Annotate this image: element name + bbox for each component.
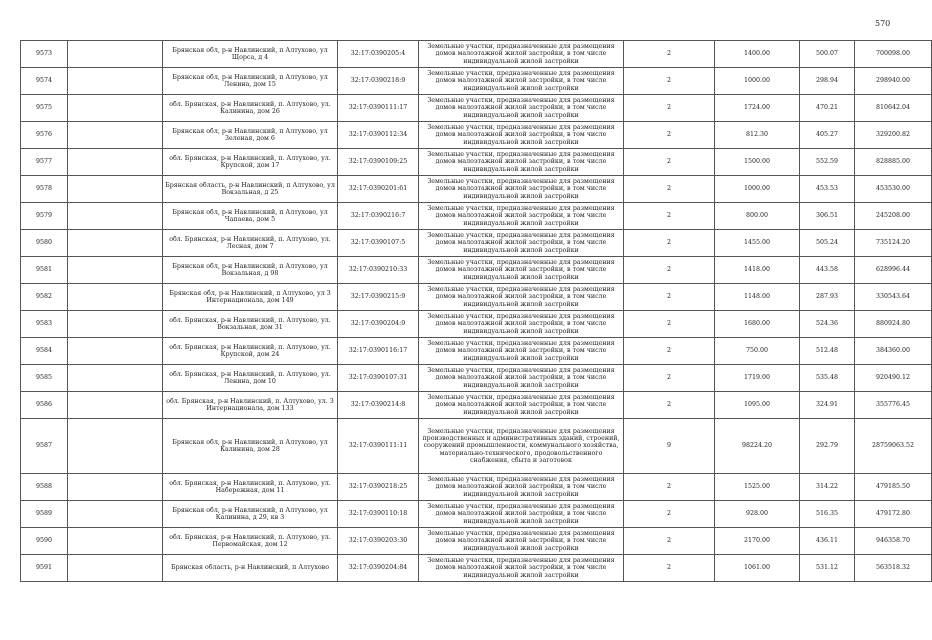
specific-value-cell: 298.94 bbox=[800, 68, 855, 95]
land-use-cell: Земельные участки, предназначенные для размещения домов малоэтажной жилой застройки, в том числе индивидуальной жилой застройки bbox=[419, 203, 624, 230]
table-row bbox=[21, 257, 932, 284]
cadastral-number-cell: 32:17:0390112:34 bbox=[338, 122, 419, 149]
table-row bbox=[21, 122, 932, 149]
category-code-cell: 2 bbox=[624, 392, 715, 419]
land-use-cell: Земельные участки, предназначенные для размещения домов малоэтажной жилой застройки, в том числе индивидуальной жилой застройки bbox=[419, 474, 624, 501]
page-number: 570 bbox=[875, 19, 891, 28]
cadastral-value-cell: 880924.80 bbox=[855, 311, 932, 338]
area-cell: 1000.00 bbox=[715, 176, 800, 203]
area-cell: 928.00 bbox=[715, 501, 800, 528]
table-row bbox=[21, 203, 932, 230]
specific-value-cell: 505.24 bbox=[800, 230, 855, 257]
category-code-cell: 2 bbox=[624, 149, 715, 176]
cadastral-number-cell: 32:17:0390107:31 bbox=[338, 365, 419, 392]
area-cell: 800.00 bbox=[715, 203, 800, 230]
row-number-cell: 9576 bbox=[21, 122, 68, 149]
category-code-cell: 2 bbox=[624, 311, 715, 338]
cadastral-number-cell: 32:17:0390111:17 bbox=[338, 95, 419, 122]
table-row bbox=[21, 338, 932, 365]
category-code-cell: 2 bbox=[624, 257, 715, 284]
land-use-cell: Земельные участки, предназначенные для размещения домов малоэтажной жилой застройки, в том числе индивидуальной жилой застройки bbox=[419, 311, 624, 338]
area-cell: 1418.00 bbox=[715, 257, 800, 284]
row-number-cell: 9579 bbox=[21, 203, 68, 230]
area-cell: 1724.00 bbox=[715, 95, 800, 122]
cadastral-number-cell: 32:17:0390214:8 bbox=[338, 392, 419, 419]
address-cell: Брянская область, р-н Навлинский, п Алтухово bbox=[163, 555, 338, 582]
empty-cell bbox=[68, 122, 163, 149]
empty-cell bbox=[68, 149, 163, 176]
empty-cell bbox=[68, 284, 163, 311]
row-number-cell: 9587 bbox=[21, 419, 68, 474]
empty-cell bbox=[68, 311, 163, 338]
area-cell: 1095.00 bbox=[715, 392, 800, 419]
row-number-cell: 9573 bbox=[21, 41, 68, 68]
table-row bbox=[21, 41, 932, 68]
empty-cell bbox=[68, 176, 163, 203]
table-row bbox=[21, 95, 932, 122]
area-cell: 2170.00 bbox=[715, 528, 800, 555]
cadastral-number-cell: 32:17:0390116:17 bbox=[338, 338, 419, 365]
cadastral-number-cell: 32:17:0390218:9 bbox=[338, 68, 419, 95]
land-use-cell: Земельные участки, предназначенные для размещения домов малоэтажной жилой застройки, в том числе индивидуальной жилой застройки bbox=[419, 176, 624, 203]
specific-value-cell: 524.36 bbox=[800, 311, 855, 338]
cadastral-value-cell: 298940.00 bbox=[855, 68, 932, 95]
specific-value-cell: 512.48 bbox=[800, 338, 855, 365]
table-row bbox=[21, 311, 932, 338]
land-use-cell: Земельные участки, предназначенные для размещения домов малоэтажной жилой застройки, в том числе индивидуальной жилой застройки bbox=[419, 230, 624, 257]
land-use-cell: Земельные участки, предназначенные для размещения домов малоэтажной жилой застройки, в том числе индивидуальной жилой застройки bbox=[419, 122, 624, 149]
category-code-cell: 2 bbox=[624, 284, 715, 311]
address-cell: Брянская область, р-н Навлинский, п Алтухово, ул Вокзальная, д 25 bbox=[163, 176, 338, 203]
specific-value-cell: 436.11 bbox=[800, 528, 855, 555]
land-use-cell: Земельные участки, предназначенные для размещения домов малоэтажной жилой застройки, в том числе индивидуальной жилой застройки bbox=[419, 365, 624, 392]
table-row bbox=[21, 474, 932, 501]
area-cell: 1000.00 bbox=[715, 68, 800, 95]
specific-value-cell: 500.07 bbox=[800, 41, 855, 68]
specific-value-cell: 552.59 bbox=[800, 149, 855, 176]
table-row bbox=[21, 284, 932, 311]
specific-value-cell: 535.48 bbox=[800, 365, 855, 392]
row-number-cell: 9589 bbox=[21, 501, 68, 528]
category-code-cell: 2 bbox=[624, 41, 715, 68]
table-row bbox=[21, 501, 932, 528]
cadastral-value-cell: 453530.00 bbox=[855, 176, 932, 203]
category-code-cell: 2 bbox=[624, 176, 715, 203]
cadastral-number-cell: 32:17:0390215:9 bbox=[338, 284, 419, 311]
empty-cell bbox=[68, 392, 163, 419]
cadastral-number-cell: 32:17:0390203:30 bbox=[338, 528, 419, 555]
land-use-cell: Земельные участки, предназначенные для размещения домов малоэтажной жилой застройки, в том числе индивидуальной жилой застройки bbox=[419, 95, 624, 122]
land-use-cell: Земельные участки, предназначенные для размещения домов малоэтажной жилой застройки, в том числе индивидуальной жилой застройки bbox=[419, 555, 624, 582]
empty-cell bbox=[68, 338, 163, 365]
category-code-cell: 2 bbox=[624, 203, 715, 230]
specific-value-cell: 292.79 bbox=[800, 419, 855, 474]
table-row bbox=[21, 528, 932, 555]
cadastral-value-cell: 479185.50 bbox=[855, 474, 932, 501]
specific-value-cell: 306.51 bbox=[800, 203, 855, 230]
specific-value-cell: 324.91 bbox=[800, 392, 855, 419]
registry-body bbox=[21, 41, 932, 582]
table-row bbox=[21, 68, 932, 95]
address-cell: Брянская обл, р-н Навлинский, п Алтухово, ул Щорса, д 4 bbox=[163, 41, 338, 68]
cadastral-value-cell: 479172.80 bbox=[855, 501, 932, 528]
cadastral-value-cell: 355776.45 bbox=[855, 392, 932, 419]
cadastral-number-cell: 32:17:0390109:25 bbox=[338, 149, 419, 176]
specific-value-cell: 443.58 bbox=[800, 257, 855, 284]
row-number-cell: 9577 bbox=[21, 149, 68, 176]
category-code-cell: 2 bbox=[624, 68, 715, 95]
land-use-cell: Земельные участки, предназначенные для размещения домов малоэтажной жилой застройки, в том числе индивидуальной жилой застройки bbox=[419, 338, 624, 365]
address-cell: обл. Брянская, р-н Навлинский, п. Алтухово, ул. Ленина, дом 10 bbox=[163, 365, 338, 392]
cadastral-number-cell: 32:17:0390216:7 bbox=[338, 203, 419, 230]
land-use-cell: Земельные участки, предназначенные для размещения производственных и административных зданий, строений, сооружений промышленности, коммунального хозяйства, материально-технического, продовольственного снабжения, сбыта и заготовок bbox=[419, 419, 624, 474]
cadastral-number-cell: 32:17:0390111:11 bbox=[338, 419, 419, 474]
specific-value-cell: 287.93 bbox=[800, 284, 855, 311]
area-cell: 1719.00 bbox=[715, 365, 800, 392]
land-use-cell: Земельные участки, предназначенные для размещения домов малоэтажной жилой застройки, в том числе индивидуальной жилой застройки bbox=[419, 284, 624, 311]
area-cell: 1680.00 bbox=[715, 311, 800, 338]
area-cell: 1455.00 bbox=[715, 230, 800, 257]
empty-cell bbox=[68, 257, 163, 284]
table-row bbox=[21, 149, 932, 176]
area-cell: 750.00 bbox=[715, 338, 800, 365]
address-cell: обл. Брянская, р-н Навлинский, п. Алтухово, ул. Лесная, дом 7 bbox=[163, 230, 338, 257]
land-use-cell: Земельные участки, предназначенные для размещения домов малоэтажной жилой застройки, в том числе индивидуальной жилой застройки bbox=[419, 149, 624, 176]
row-number-cell: 9590 bbox=[21, 528, 68, 555]
cadastral-value-cell: 810642.04 bbox=[855, 95, 932, 122]
address-cell: Брянская обл, р-н Навлинский, п Алтухово, ул Калинина, дом 28 bbox=[163, 419, 338, 474]
category-code-cell: 2 bbox=[624, 338, 715, 365]
empty-cell bbox=[68, 95, 163, 122]
cadastral-number-cell: 32:17:0390218:25 bbox=[338, 474, 419, 501]
cadastral-number-cell: 32:17:0390110:18 bbox=[338, 501, 419, 528]
empty-cell bbox=[68, 203, 163, 230]
cadastral-number-cell: 32:17:0390107:5 bbox=[338, 230, 419, 257]
row-number-cell: 9586 bbox=[21, 392, 68, 419]
specific-value-cell: 531.12 bbox=[800, 555, 855, 582]
cadastral-value-cell: 946358.70 bbox=[855, 528, 932, 555]
table-row bbox=[21, 392, 932, 419]
cadastral-value-cell: 563518.32 bbox=[855, 555, 932, 582]
cadastral-value-cell: 330543.64 bbox=[855, 284, 932, 311]
address-cell: обл. Брянская, р-н Навлинский, п. Алтухово, ул. Набережная, дом 11 bbox=[163, 474, 338, 501]
cadastral-value-cell: 28759063.52 bbox=[855, 419, 932, 474]
empty-cell bbox=[68, 365, 163, 392]
area-cell: 1400.00 bbox=[715, 41, 800, 68]
category-code-cell: 2 bbox=[624, 95, 715, 122]
empty-cell bbox=[68, 555, 163, 582]
row-number-cell: 9583 bbox=[21, 311, 68, 338]
category-code-cell: 2 bbox=[624, 122, 715, 149]
cadastral-value-cell: 700098.00 bbox=[855, 41, 932, 68]
category-code-cell: 2 bbox=[624, 365, 715, 392]
area-cell: 98224.20 bbox=[715, 419, 800, 474]
area-cell: 1148.00 bbox=[715, 284, 800, 311]
land-use-cell: Земельные участки, предназначенные для размещения домов малоэтажной жилой застройки, в том числе индивидуальной жилой застройки bbox=[419, 392, 624, 419]
empty-cell bbox=[68, 419, 163, 474]
row-number-cell: 9588 bbox=[21, 474, 68, 501]
category-code-cell: 2 bbox=[624, 230, 715, 257]
specific-value-cell: 314.22 bbox=[800, 474, 855, 501]
address-cell: Брянская обл, р-н Навлинский, п Алтухово, ул Калинина, д 29, кв 3 bbox=[163, 501, 338, 528]
address-cell: обл. Брянская, р-н Навлинский, п. Алтухово, ул. Крупской, дом 17 bbox=[163, 149, 338, 176]
area-cell: 1525.00 bbox=[715, 474, 800, 501]
cadastral-number-cell: 32:17:0390210:33 bbox=[338, 257, 419, 284]
empty-cell bbox=[68, 68, 163, 95]
land-use-cell: Земельные участки, предназначенные для размещения домов малоэтажной жилой застройки, в том числе индивидуальной жилой застройки bbox=[419, 68, 624, 95]
address-cell: обл. Брянская, р-н Навлинский, п. Алтухово, ул. Калинина, дом 26 bbox=[163, 95, 338, 122]
cadastral-value-cell: 828885.00 bbox=[855, 149, 932, 176]
cadastral-number-cell: 32:17:0390205:4 bbox=[338, 41, 419, 68]
address-cell: Брянская обл, р-н Навлинский, п Алтухово, ул Чапаева, дом 5 bbox=[163, 203, 338, 230]
row-number-cell: 9581 bbox=[21, 257, 68, 284]
table-row bbox=[21, 419, 932, 474]
empty-cell bbox=[68, 528, 163, 555]
cadastral-value-cell: 628996.44 bbox=[855, 257, 932, 284]
cadastral-value-cell: 384360.00 bbox=[855, 338, 932, 365]
row-number-cell: 9580 bbox=[21, 230, 68, 257]
row-number-cell: 9575 bbox=[21, 95, 68, 122]
land-use-cell: Земельные участки, предназначенные для размещения домов малоэтажной жилой застройки, в том числе индивидуальной жилой застройки bbox=[419, 501, 624, 528]
address-cell: Брянская обл, р-н Навлинский, п Алтухово, ул Зеленая, дом 6 bbox=[163, 122, 338, 149]
address-cell: обл. Брянская, р-н Навлинский, п. Алтухово, ул. Крупской, дом 24 bbox=[163, 338, 338, 365]
cadastral-value-cell: 329200.82 bbox=[855, 122, 932, 149]
address-cell: обл. Брянская, р-н Навлинский, п. Алтухово, ул. Первомайская, дом 12 bbox=[163, 528, 338, 555]
land-use-cell: Земельные участки, предназначенные для размещения домов малоэтажной жилой застройки, в том числе индивидуальной жилой застройки bbox=[419, 41, 624, 68]
row-number-cell: 9584 bbox=[21, 338, 68, 365]
cadastral-number-cell: 32:17:0390204:9 bbox=[338, 311, 419, 338]
row-number-cell: 9585 bbox=[21, 365, 68, 392]
category-code-cell: 9 bbox=[624, 419, 715, 474]
row-number-cell: 9578 bbox=[21, 176, 68, 203]
empty-cell bbox=[68, 474, 163, 501]
address-cell: Брянская обл, р-н Навлинский, п Алтухово, ул 3 Интернационала, дом 149 bbox=[163, 284, 338, 311]
category-code-cell: 2 bbox=[624, 501, 715, 528]
empty-cell bbox=[68, 41, 163, 68]
category-code-cell: 2 bbox=[624, 528, 715, 555]
row-number-cell: 9574 bbox=[21, 68, 68, 95]
category-code-cell: 2 bbox=[624, 474, 715, 501]
land-use-cell: Земельные участки, предназначенные для размещения домов малоэтажной жилой застройки, в том числе индивидуальной жилой застройки bbox=[419, 257, 624, 284]
area-cell: 1061.00 bbox=[715, 555, 800, 582]
land-use-cell: Земельные участки, предназначенные для размещения домов малоэтажной жилой застройки, в том числе индивидуальной жилой застройки bbox=[419, 528, 624, 555]
category-code-cell: 2 bbox=[624, 555, 715, 582]
table-row bbox=[21, 230, 932, 257]
table-row bbox=[21, 176, 932, 203]
address-cell: обл. Брянская, р-н Навлинский, п. Алтухово, ул. Вокзальная, дом 31 bbox=[163, 311, 338, 338]
empty-cell bbox=[68, 230, 163, 257]
specific-value-cell: 470.21 bbox=[800, 95, 855, 122]
empty-cell bbox=[68, 501, 163, 528]
row-number-cell: 9582 bbox=[21, 284, 68, 311]
address-cell: Брянская обл, р-н Навлинский, п Алтухово, ул Вокзальная, д 98 bbox=[163, 257, 338, 284]
cadastral-number-cell: 32:17:0390201:61 bbox=[338, 176, 419, 203]
cadastral-value-cell: 735124.20 bbox=[855, 230, 932, 257]
table-row bbox=[21, 555, 932, 582]
specific-value-cell: 405.27 bbox=[800, 122, 855, 149]
area-cell: 812.30 bbox=[715, 122, 800, 149]
cadastral-number-cell: 32:17:0390204:84 bbox=[338, 555, 419, 582]
address-cell: Брянская обл, р-н Навлинский, п Алтухово, ул Ленина, дом 15 bbox=[163, 68, 338, 95]
cadastral-value-cell: 245208.00 bbox=[855, 203, 932, 230]
area-cell: 1500.00 bbox=[715, 149, 800, 176]
cadastral-value-cell: 920490.12 bbox=[855, 365, 932, 392]
address-cell: обл. Брянская, р-н Навлинский, п. Алтухово, ул. 3 Интернационала, дом 133 bbox=[163, 392, 338, 419]
table-row bbox=[21, 365, 932, 392]
row-number-cell: 9591 bbox=[21, 555, 68, 582]
specific-value-cell: 516.35 bbox=[800, 501, 855, 528]
specific-value-cell: 453.53 bbox=[800, 176, 855, 203]
land-registry-table bbox=[20, 40, 932, 582]
